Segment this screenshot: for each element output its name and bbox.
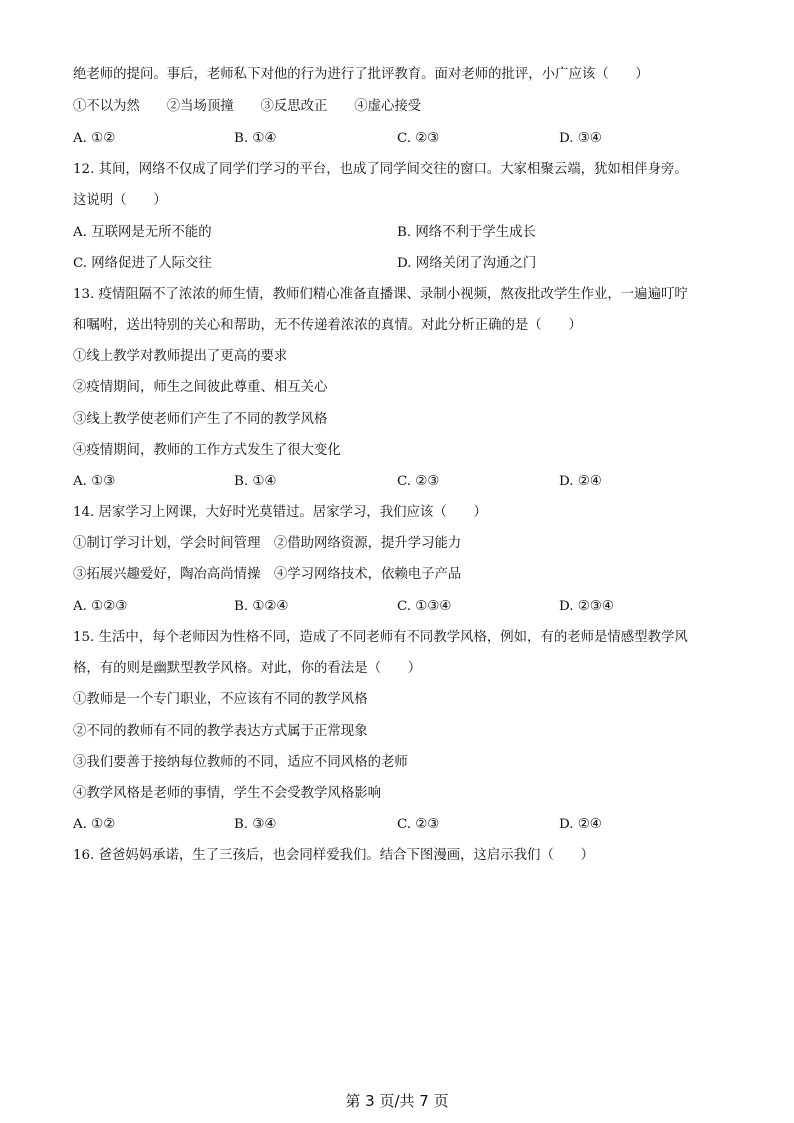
question-13-stem: 13. 疫情阻隔不了浓浓的师生情，教师们精心准备直播课、录制小视频，熬夜批改学生作业，一遍遍叮咛 bbox=[73, 287, 688, 302]
question-14-stem: 14. 居家学习上网课，大好时光莫错过。居家学习，我们应该（ ） bbox=[73, 505, 487, 520]
question-15-item-3: ③我们要善于接纳每位教师的不同，适应不同风格的老师 bbox=[73, 755, 408, 770]
question-14-items-row1: ①制订学习计划，学会时间管理 ②借助网络资源，提升学习能力 bbox=[73, 536, 462, 551]
option-b: B. 网络不利于学生成长 bbox=[397, 225, 536, 240]
question-12-stem-cont: 这说明（ ） bbox=[73, 193, 167, 208]
question-15-item-4: ④教学风格是老师的事情，学生不会受教学风格影响 bbox=[73, 786, 381, 801]
question-15-options bbox=[73, 816, 723, 834]
question-13-item-4: ④疫情期间，教师的工作方式发生了很大变化 bbox=[73, 443, 341, 458]
option-c: C. ②③ bbox=[397, 817, 440, 832]
question-15-item-2: ②不同的教师有不同的教学表达方式属于正常现象 bbox=[73, 724, 368, 739]
option-c: C. ①③④ bbox=[397, 599, 452, 614]
question-11-options bbox=[73, 130, 723, 148]
option-c: C. ②③ bbox=[397, 474, 440, 489]
question-11-stem-tail: 绝老师的提问。事后，老师私下对他的行为进行了批评教育。面对老师的批评，小广应该（ ） bbox=[73, 67, 649, 82]
question-14-options bbox=[73, 598, 723, 616]
question-12-stem: 12. 其间，网络不仅成了同学们学习的平台，也成了同学间交往的窗口。大家相聚云端，犹如相伴身旁。 bbox=[73, 162, 688, 177]
option-b: B. ①②④ bbox=[234, 599, 289, 614]
question-15-item-1: ①教师是一个专门职业，不应该有不同的教学风格 bbox=[73, 692, 368, 707]
option-d: D. ②④ bbox=[559, 817, 602, 832]
question-12-options-row2 bbox=[73, 255, 723, 273]
question-15-stem-cont: 格，有的则是幽默型教学风格。对此，你的看法是（ ） bbox=[73, 661, 422, 676]
option-d: D. 网络关闭了沟通之门 bbox=[397, 256, 537, 271]
question-12-options-row1 bbox=[73, 224, 723, 242]
question-16-stem: 16. 爸爸妈妈承诺，生了三孩后，也会同样爱我们。结合下图漫画，这启示我们（ ） bbox=[73, 848, 595, 863]
option-d: D. ②③④ bbox=[559, 599, 614, 614]
option-a: A. ①②③ bbox=[73, 599, 128, 614]
question-13-options bbox=[73, 473, 723, 491]
option-d: D. ③④ bbox=[559, 131, 602, 146]
option-b: B. ③④ bbox=[234, 817, 277, 832]
option-a: A. ①② bbox=[73, 131, 116, 146]
option-b: B. ①④ bbox=[234, 131, 277, 146]
option-b: B. ①④ bbox=[234, 474, 277, 489]
option-c: C. ②③ bbox=[397, 131, 440, 146]
option-c: C. 网络促进了人际交往 bbox=[73, 256, 212, 271]
page-number-footer: 第 3 页/共 7 页 bbox=[345, 1092, 449, 1110]
question-13-item-2: ②疫情期间，师生之间彼此尊重、相互关心 bbox=[73, 380, 328, 395]
question-13-item-3: ③线上教学使老师们产生了不同的教学风格 bbox=[73, 412, 328, 427]
option-a: A. 互联网是无所不能的 bbox=[73, 225, 212, 240]
question-13-stem-cont: 和嘱咐，送出特别的关心和帮助，无不传递着浓浓的真情。对此分析正确的是（ ） bbox=[73, 318, 582, 333]
option-a: A. ①② bbox=[73, 817, 116, 832]
question-13-item-1: ①线上教学对教师提出了更高的要求 bbox=[73, 349, 288, 364]
option-d: D. ②④ bbox=[559, 474, 602, 489]
option-a: A. ①③ bbox=[73, 474, 116, 489]
question-11-statements: ①不以为然 ②当场顶撞 ③反思改正 ④虚心接受 bbox=[73, 99, 422, 114]
question-14-items-row2: ③拓展兴趣爱好，陶冶高尚情操 ④学习网络技术，依赖电子产品 bbox=[73, 567, 462, 582]
question-15-stem: 15. 生活中，每个老师因为性格不同，造成了不同老师有不同教学风格，例如，有的老师是情感型教学风 bbox=[73, 630, 688, 645]
